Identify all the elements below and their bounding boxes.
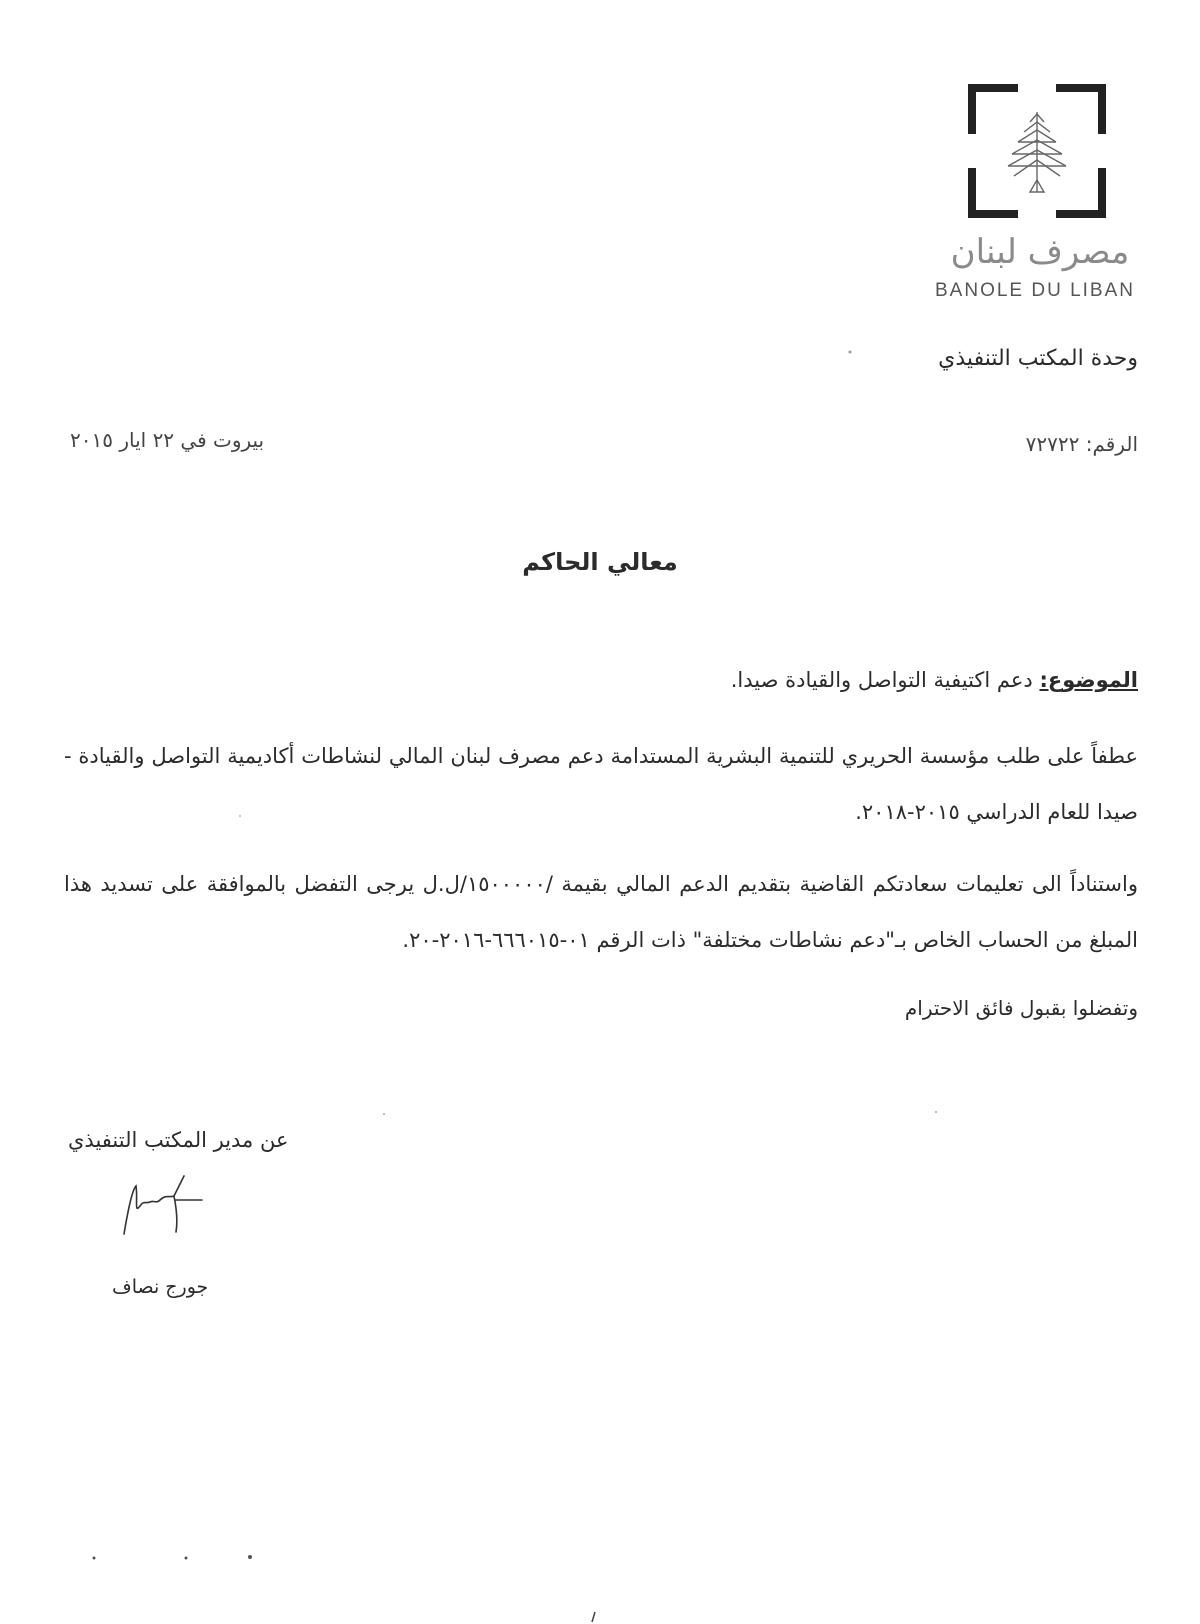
body-paragraph-2: واستناداً الى تعليمات سعادتكم القاضية بتقديم الدعم المالي بقيمة /١٥٠٠٠٠٠/ل.ل يرجى التفضل بالموافقة على تسديد هذا المبلغ من الحساب الخاص بـ"دعم نشاطات مختلفة" ذات الرقم ٠١-٦٦٦٠١٥-٢٠١٦-٢٠. (64, 872, 1138, 952)
letter-date: بيروت في ٢٢ ايار ٢٠١٥ (70, 428, 265, 452)
signatory-name: جورج نصاف (112, 1276, 209, 1298)
handwritten-signature (118, 1170, 228, 1240)
subject-label: الموضوع: (1039, 668, 1138, 692)
bank-name-latin: BANOLE DU LIBAN (935, 280, 1135, 301)
bank-name-arabic: مصرف لبنان (950, 232, 1130, 272)
subject-text: دعم اكتيفية التواصل والقيادة صيدا. (730, 668, 1040, 692)
bank-logo (968, 84, 1106, 218)
signatory-title: عن مدير المكتب التنفيذي (68, 1128, 289, 1152)
subject-line (731, 668, 1138, 692)
body-paragraph-1: عطفاً على طلب مؤسسة الحريري للتنمية البشرية المستدامة دعم مصرف لبنان المالي لنشاطات أكاديمية التواصل والقيادة - صيدا للعام الدراسي ٢٠١٥-٢٠١٨. (64, 744, 1138, 824)
salutation: معالي الحاكم (522, 548, 678, 576)
cedar-tree-icon (968, 84, 1106, 218)
department-name: وحدة المكتب التنفيذي (938, 346, 1138, 371)
closing-line: وتفضلوا بقبول فائق الاحترام (904, 996, 1138, 1020)
reference-number: الرقم: ٧٢٧٢٢ (1025, 432, 1138, 456)
